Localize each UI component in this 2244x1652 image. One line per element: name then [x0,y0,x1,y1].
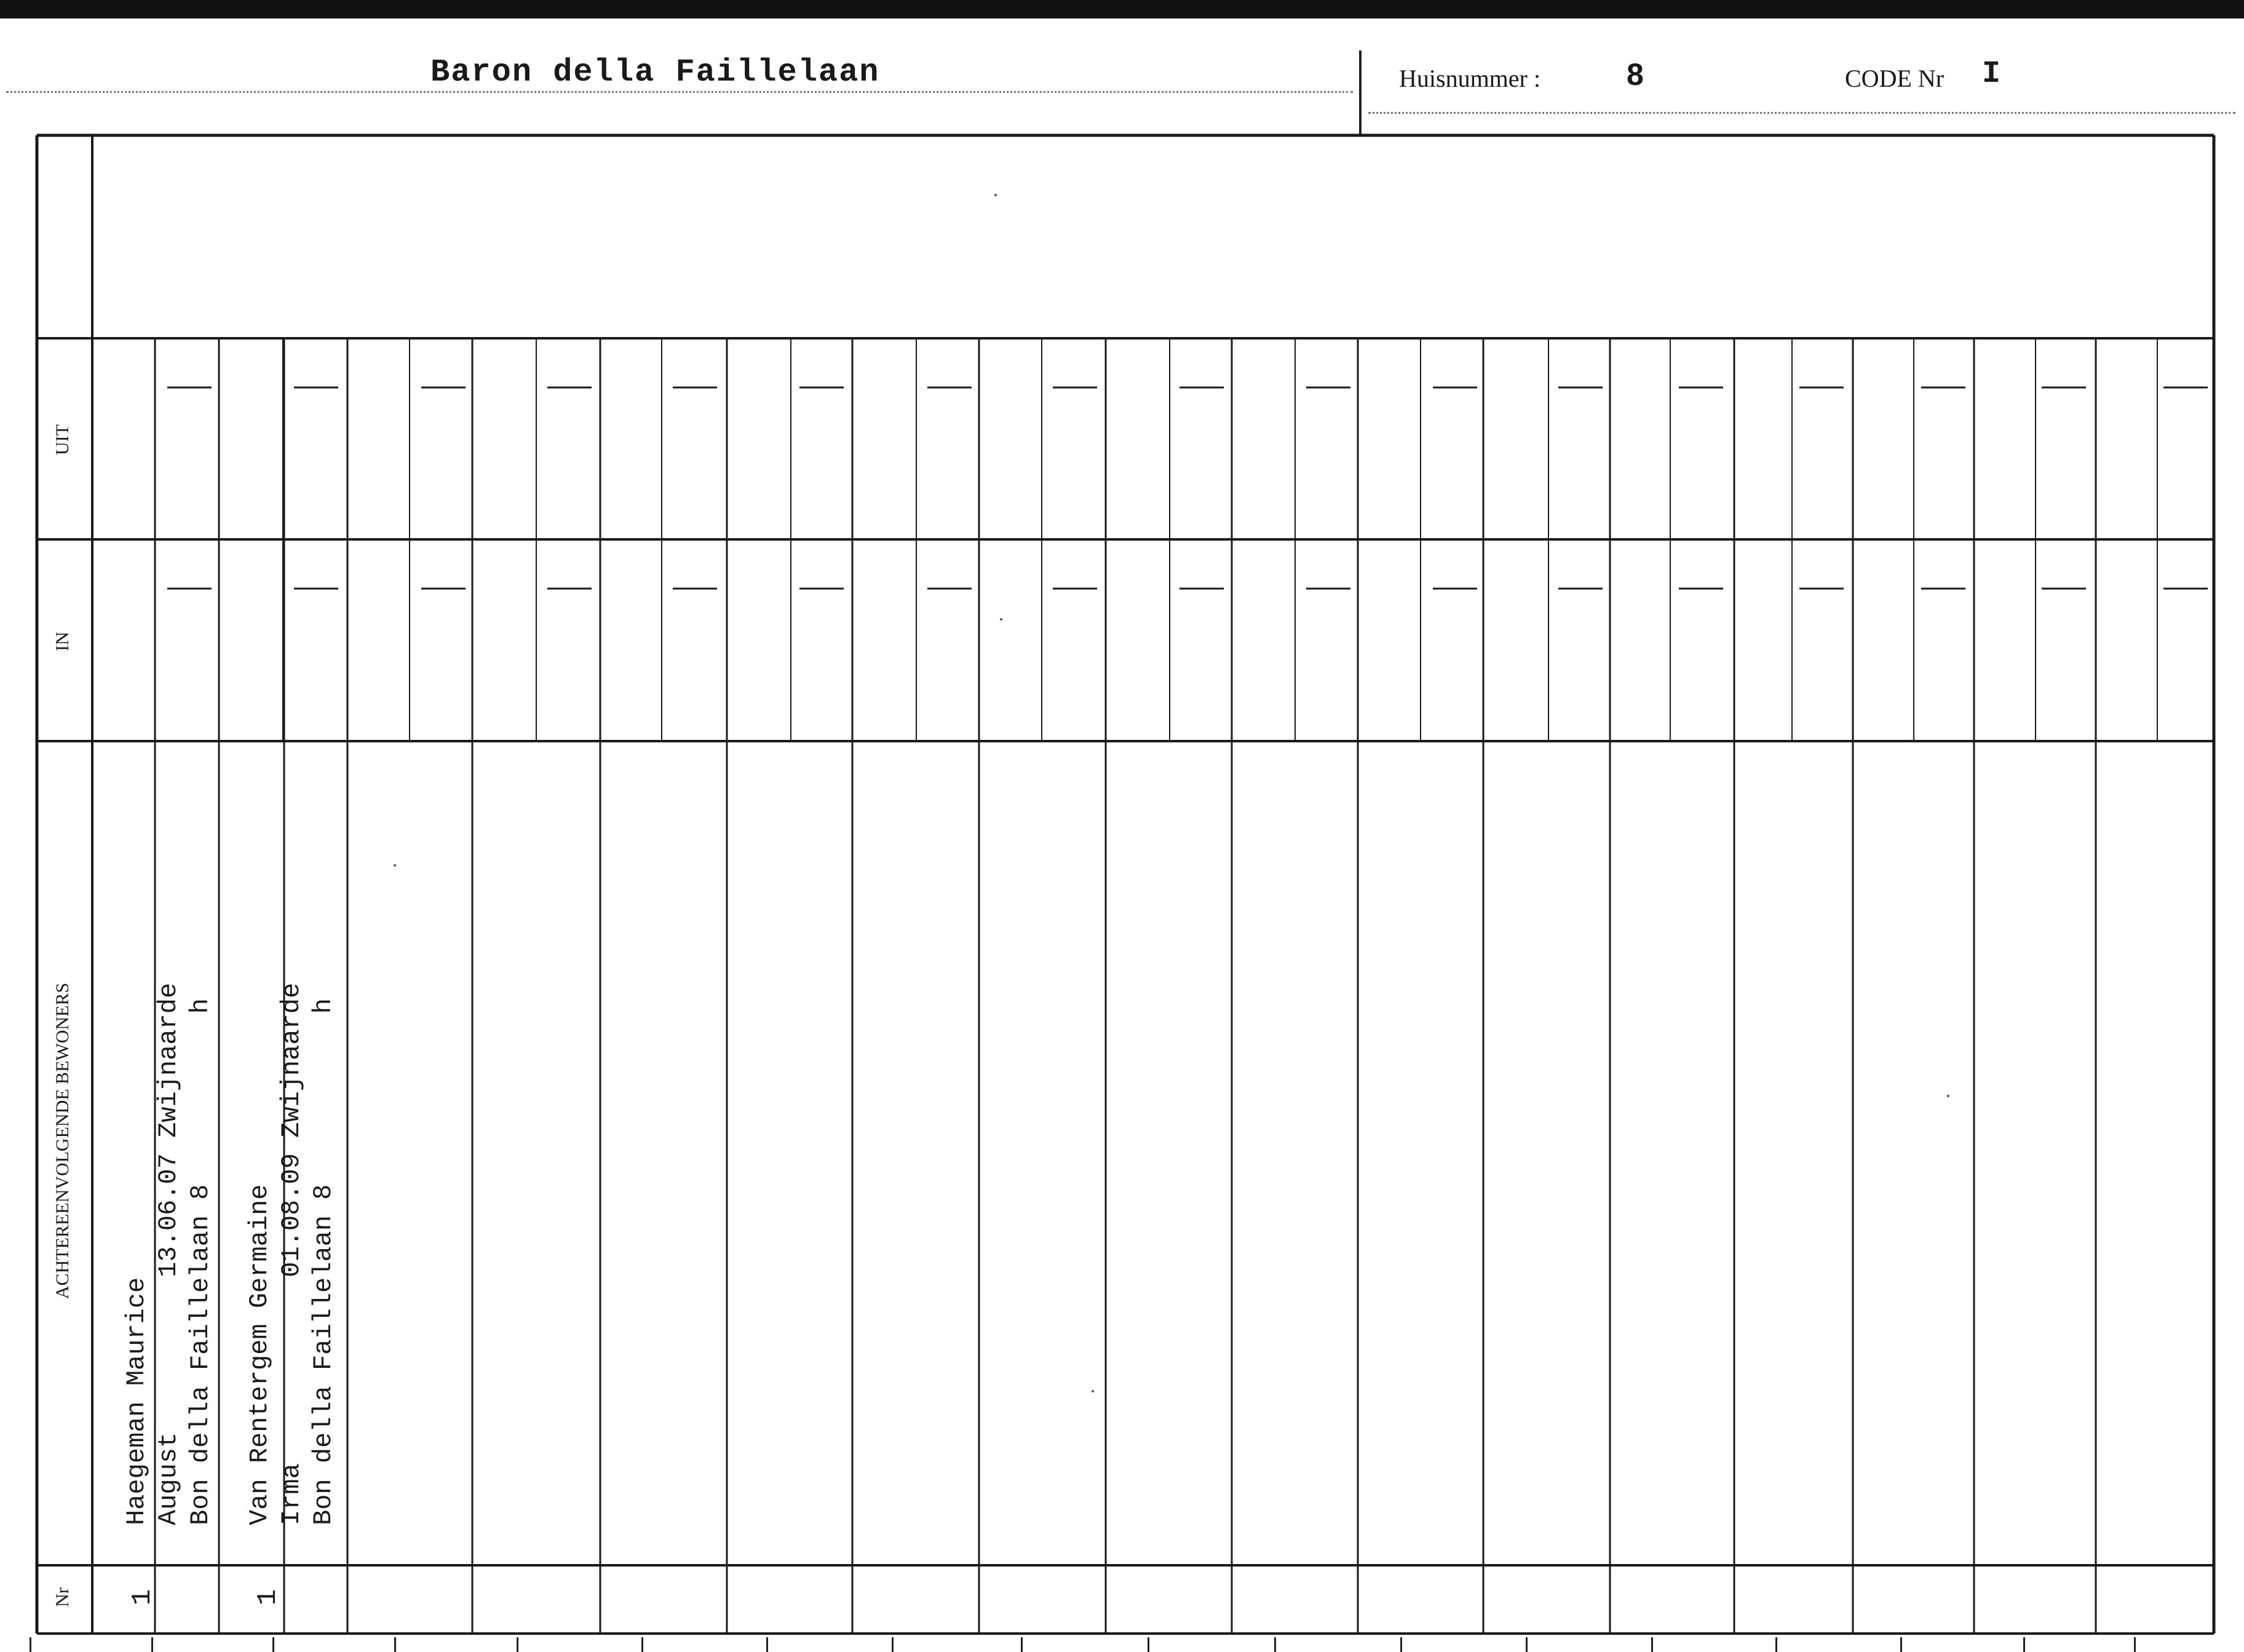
house-number-label: Huisnummer : [1399,65,1540,92]
resident-given-name-birth: Irma 01.08.09 Zwijnaarde [277,982,306,1525]
edge-tick [517,1637,518,1652]
scan-speck [1947,1095,1949,1097]
edge-tick [1021,1637,1023,1652]
resident-nr: 1 [127,1589,158,1606]
edge-tick [1526,1637,1528,1652]
street-name: Baron della Faillelaan [430,54,880,90]
scan-speck [394,864,396,867]
edge-tick [1775,1637,1777,1652]
resident-address: Bon della Faillelaan 8 h [186,998,215,1525]
resident-nr: 1 [253,1589,283,1606]
label-nr: Nr [52,1587,73,1607]
edge-tick [2023,1637,2025,1652]
label-uit: UIT [52,424,73,455]
resident-name: Van Rentergem Germaine [245,1184,274,1525]
edge-tick [1651,1637,1653,1652]
code-label: CODE Nr [1845,65,1945,92]
edge-tick [1274,1637,1276,1652]
edge-tick [1400,1637,1402,1652]
edge-tick [1900,1637,1902,1652]
resident-given-name-birth: August 13.06.07 Zwijnaarde [154,982,183,1525]
resident-address: Bon della Faillelaan 8 h [309,998,338,1525]
resident-name: Haegeman Maurice [122,1277,151,1525]
scan-speck [1000,618,1002,621]
resident-entry-2 [244,983,339,1525]
edge-tick [2134,1637,2136,1652]
edge-tick [641,1637,643,1652]
edge-tick [1148,1637,1149,1652]
label-residents: ACHTEREENVOLGENDE BEWONERS [52,982,73,1300]
edge-tick [394,1637,396,1652]
code-value: I [1982,57,2001,92]
label-in: IN [52,632,73,651]
scan-speck [994,194,997,196]
edge-tick [30,1637,31,1652]
edge-tick [272,1637,274,1652]
edge-tick [151,1637,153,1652]
edge-tick [766,1637,768,1652]
house-number: 8 [1627,57,1644,92]
scan-speck [1092,1390,1094,1392]
resident-entry-1 [121,983,216,1525]
edge-tick [892,1637,894,1652]
